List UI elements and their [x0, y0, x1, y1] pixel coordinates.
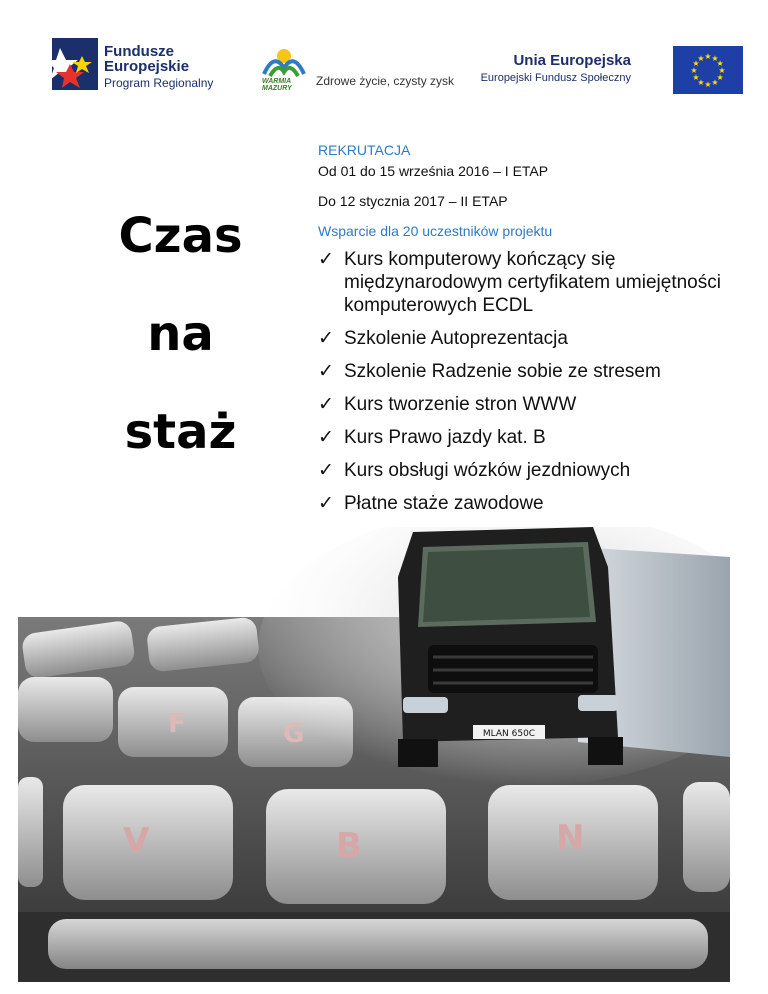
stage-2-date: Do 12 stycznia 2017 – II ETAP [318, 193, 508, 209]
fe-logo-line2: Europejskie [104, 58, 190, 75]
check-icon: ✓ [318, 460, 334, 481]
eu-star-icon: ★ [692, 59, 700, 68]
key-g-label: G [283, 719, 305, 749]
course-list [318, 248, 758, 515]
ue-logo-subtitle: Europejski Fundusz Społeczny [480, 72, 631, 84]
check-icon: ✓ [318, 361, 334, 382]
key-b-label: B [336, 826, 362, 866]
title-line-1: Czas [118, 208, 243, 264]
eu-star-icon: ★ [697, 53, 705, 63]
course-label: Kurs komputerowy kończący się międzynarodowym certyfikatem umiejętności komputerowych ECDL [344, 249, 721, 316]
eu-star-icon: ★ [704, 52, 712, 61]
fundusze-europejskie-logo [52, 38, 237, 98]
course-label: Kurs obsługi wózków jezdniowych [344, 460, 631, 481]
unia-europejska-logo [480, 46, 743, 96]
course-item [318, 459, 758, 482]
course-label: Płatne staże zawodowe [344, 493, 544, 514]
key-n-label: N [556, 818, 585, 858]
course-item [318, 327, 758, 350]
warmia-mazury-brand: WARMIA MAZURY [262, 78, 292, 92]
recruitment-heading: REKRUTACJA [318, 142, 411, 158]
support-note: Wsparcie dla 20 uczestników projektu [318, 223, 553, 239]
main-title [93, 207, 268, 501]
eu-star-icon: ★ [711, 78, 719, 88]
stage-1-date: Od 01 do 15 września 2016 – I ETAP [318, 163, 549, 179]
key-f-label: F [168, 709, 186, 739]
eu-star-icon: ★ [716, 73, 724, 82]
course-label: Kurs Prawo jazdy kat. B [344, 427, 546, 448]
eu-star-icon: ★ [697, 78, 705, 88]
recruitment-info [318, 141, 758, 525]
eu-star-icon: ★ [718, 66, 726, 75]
course-item [318, 248, 758, 317]
keyboard-truck-photo [18, 527, 730, 982]
fe-star-icon [52, 38, 98, 90]
warmia-mazury-slogan: Zdrowe życie, czysty zysk [316, 74, 455, 88]
check-icon: ✓ [318, 493, 334, 514]
course-item [318, 360, 758, 383]
course-label: Kurs tworzenie stron WWW [344, 394, 577, 415]
title-line-3: staż [124, 404, 237, 460]
course-item [318, 492, 758, 515]
eu-star-icon: ★ [692, 73, 700, 82]
eu-star-icon: ★ [704, 80, 712, 89]
course-item [318, 426, 758, 449]
check-icon: ✓ [318, 328, 334, 349]
warmia-mazury-logo [260, 46, 480, 96]
fe-logo-line1: Fundusze [104, 43, 174, 60]
course-label: Szkolenie Radzenie sobie ze stresem [344, 361, 661, 382]
check-icon: ✓ [318, 249, 334, 270]
ue-logo-title: Unia Europejska [513, 52, 631, 69]
course-item [318, 393, 758, 416]
title-line-2: na [147, 306, 214, 362]
truck-license-plate: MLAN 650C [482, 729, 536, 739]
fe-logo-line3: Program Regionalny [104, 76, 214, 90]
course-label: Szkolenie Autoprezentacja [344, 328, 568, 349]
eu-star-icon: ★ [716, 59, 724, 68]
check-icon: ✓ [318, 394, 334, 415]
key-v-label: V [123, 821, 150, 861]
check-icon: ✓ [318, 427, 334, 448]
eu-star-icon: ★ [690, 66, 698, 75]
eu-flag-icon [673, 46, 743, 94]
eu-star-icon: ★ [711, 53, 719, 63]
